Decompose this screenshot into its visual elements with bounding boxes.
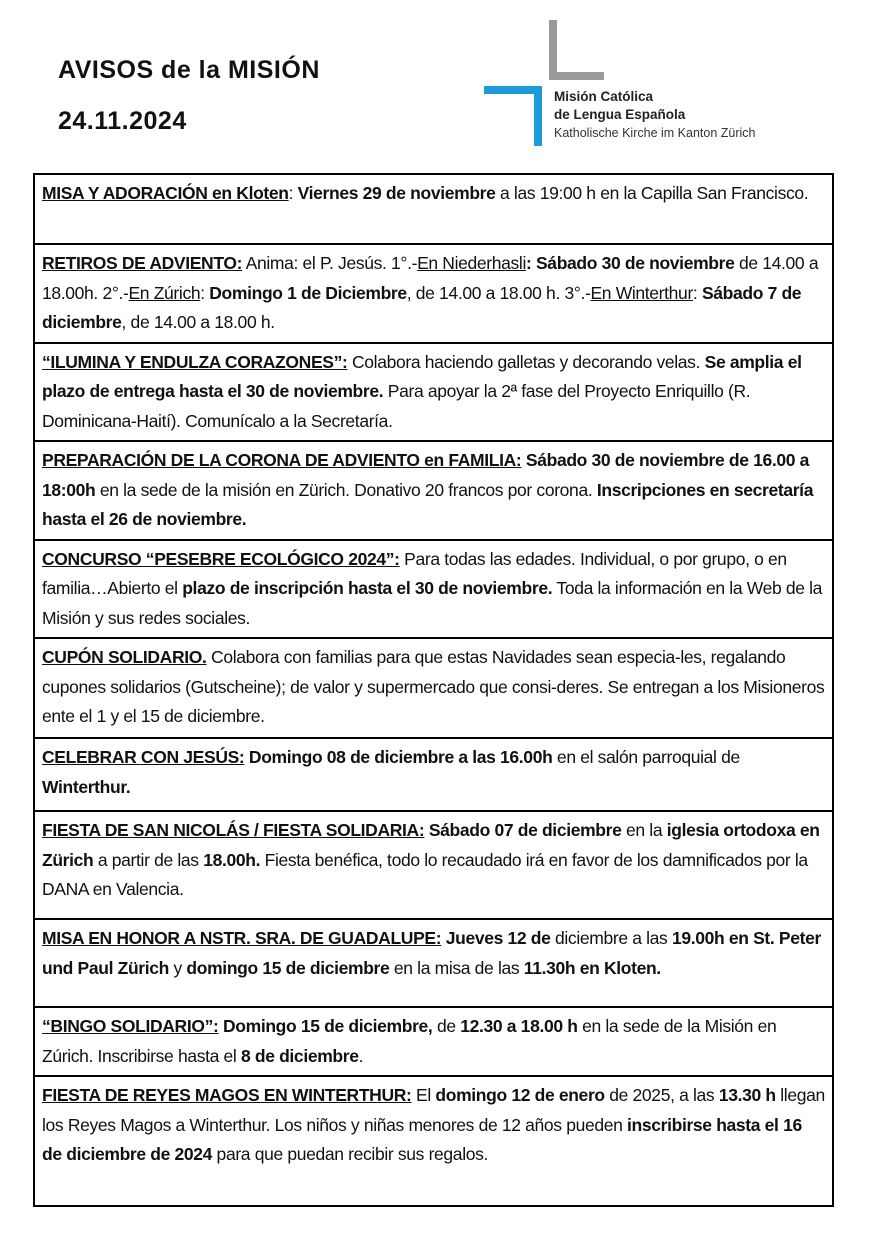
notice-heading: “ILUMINA Y ENDULZA CORAZONES”: (42, 351, 348, 372)
notice-text: diciembre a las (550, 928, 672, 948)
notice-text: Sábado 30 de noviembre de 16.00 a 18:00h (42, 450, 810, 500)
notice-row (34, 1007, 833, 1076)
notice-text: Domingo 1 de Diciembre (209, 282, 407, 303)
notice-text: Domingo 08 de diciembre a las 16.00h (244, 747, 553, 767)
notice-heading: MISA Y ADORACIÓN en Kloten (42, 183, 289, 203)
notice-row (34, 1076, 833, 1206)
notice-text: de 2025, a las (604, 1085, 719, 1105)
notice-text: a partir de las (93, 849, 204, 870)
notice-text: en la sede de la Misión en Zúrich. Inscribirse hasta el (42, 1016, 777, 1066)
notice-text: de (432, 1016, 461, 1036)
notice-text: domingo 15 de diciembre (186, 957, 390, 978)
notice-text: Domingo 15 de diciembre, (218, 1016, 433, 1036)
logo-line-1: Misión Católica (554, 89, 654, 104)
notice-heading: CUPÓN SOLIDARIO. (42, 647, 207, 667)
notice-row (34, 919, 833, 1007)
notice-text: 11.30h en Kloten. (523, 957, 661, 978)
notice-heading: CONCURSO “PESEBRE ECOLÓGICO 2024”: (42, 548, 400, 569)
notice-text: : (288, 183, 298, 203)
notice-row (34, 540, 833, 639)
notice-text: y (168, 957, 187, 978)
notice-row (34, 441, 833, 540)
notice-heading: CELEBRAR CON JESÚS: (42, 747, 245, 767)
notice-cell (34, 174, 833, 244)
notice-text: a las 19:00 h en la Capilla San Francisco. (495, 183, 809, 203)
notice-text: Colabora con familias para que estas Navidades sean especia-les, regalando cupones solidarios (Gutscheine); de valor y supermercado que consi-deres. Se entregan a los Misioneros ente el 1 y el 15 de diciembre. (42, 647, 825, 726)
page-date: 24.11.2024 (58, 107, 187, 135)
notice-text: Sábado 07 de diciembre (424, 820, 622, 840)
notice-text: Para todas las edades. Individual, o por grupo, o en familia…Abierto el (42, 548, 787, 598)
notice-text: Fiesta benéfica, todo lo recaudado irá en favor de los damnificados por la DANA en Valencia. (42, 849, 808, 899)
notice-heading: FIESTA DE REYES MAGOS EN WINTERTHUR: (42, 1085, 412, 1105)
notice-text: domingo 12 de enero (435, 1085, 605, 1105)
page-title: AVISOS de la MISIÓN (58, 56, 320, 84)
notice-text: plazo de inscripción hasta el 30 de noviembre. (182, 578, 553, 598)
notice-text: en la misa de las (389, 957, 524, 978)
notice-text: Toda la información en la Web de la Misión y sus redes sociales. (42, 578, 823, 628)
notice-text: , de 14.00 a 18.00 h. 3°.- (406, 282, 591, 303)
notice-text: El (411, 1085, 436, 1105)
logo-gray-vertical-bar (549, 20, 557, 80)
notice-text: en la (621, 820, 667, 840)
logo-text (554, 88, 755, 142)
notice-text: Anima: el P. Jesús. 1°.- (242, 253, 418, 273)
notice-cell (34, 919, 833, 1007)
notice-cell (34, 738, 833, 811)
notice-text: , de 14.00 a 18.00 h. (121, 312, 275, 332)
notice-text: iglesia ortodoxa en Zürich (42, 820, 820, 870)
notice-heading: RETIROS DE ADVIENTO: (42, 253, 243, 273)
notice-row (34, 174, 833, 244)
notice-cell (34, 811, 833, 919)
notice-cell (34, 540, 833, 639)
notice-text: en la sede de la misión en Zürich. Donativo 20 francos por corona. (95, 479, 597, 500)
notice-cell (34, 343, 833, 442)
notice-text: . (358, 1045, 364, 1066)
notice-cell (34, 1076, 833, 1206)
notice-text: : (200, 282, 210, 303)
notice-text: Inscripciones en secretaría hasta el 26 de noviembre. (42, 479, 814, 529)
notice-text: en el salón parroquial de (552, 747, 740, 767)
notice-text: 13.30 h (718, 1085, 776, 1105)
notice-text: : (692, 282, 702, 303)
notice-text: Sábado 7 de diciembre (42, 282, 802, 332)
notice-text: Para apoyar la 2ª fase del Proyecto Enriquillo (R. Dominicana-Haití). Comunícalo a la Secretaría. (42, 381, 751, 431)
notice-cell (34, 638, 833, 738)
notice-heading: FIESTA DE SAN NICOLÁS / FIESTA SOLIDARIA: (42, 820, 425, 840)
notice-text: En Zúrich (128, 282, 201, 303)
notice-heading: “BINGO SOLIDARIO”: (42, 1016, 219, 1036)
notice-text: Se amplia el plazo de entrega hasta el 30 de noviembre. (42, 351, 802, 401)
notice-heading: MISA EN HONOR A NSTR. SRA. DE GUADALUPE: (42, 928, 442, 948)
notice-cell (34, 244, 833, 343)
notice-text: 19.00h en St. Peter und Paul Zürich (42, 928, 821, 978)
notice-text: para que puedan recibir sus regalos. (212, 1144, 489, 1164)
notice-text: 2°.- (102, 282, 129, 303)
notices-body (34, 174, 833, 1206)
notice-text: En Winterthur (590, 282, 693, 303)
logo-gray-horizontal-bar (549, 72, 604, 80)
notice-text: : Sábado 30 de noviembre (526, 253, 735, 273)
logo-line-2: de Lengua Española (554, 107, 686, 122)
notice-text: Colabora haciendo galletas y decorando velas. (347, 351, 705, 372)
notice-row (34, 244, 833, 343)
notice-row (34, 343, 833, 442)
notice-row (34, 811, 833, 919)
logo-blue-vertical-bar (534, 86, 542, 146)
notice-heading: PREPARACIÓN DE LA CORONA DE ADVIENTO en FAMILIA: (42, 450, 522, 470)
notice-text: Jueves 12 de (441, 928, 551, 948)
notice-text: 12.30 a 18.00 h (460, 1016, 578, 1036)
mission-logo (484, 20, 784, 150)
logo-line-3: Katholische Kirche im Kanton Zürich (554, 126, 756, 140)
notice-text: de 14.00 a 18.00h. (42, 253, 819, 303)
notice-text: Winterthur. (42, 776, 131, 797)
notices-table (33, 173, 834, 1207)
notice-row (34, 638, 833, 738)
notice-text: 8 de diciembre (240, 1045, 359, 1066)
notice-text: En Niederhasli (417, 253, 526, 273)
notice-text: Viernes 29 de noviembre (297, 183, 496, 203)
notice-cell (34, 441, 833, 540)
notice-row (34, 738, 833, 811)
notice-text: 18.00h. (203, 849, 261, 870)
notice-cell (34, 1007, 833, 1076)
notice-text: llegan los Reyes Magos a Winterthur. Los niños y niñas menores de 12 años pueden (42, 1085, 825, 1135)
notice-text: inscribirse hasta el 16 de diciembre de 2024 (42, 1114, 802, 1164)
